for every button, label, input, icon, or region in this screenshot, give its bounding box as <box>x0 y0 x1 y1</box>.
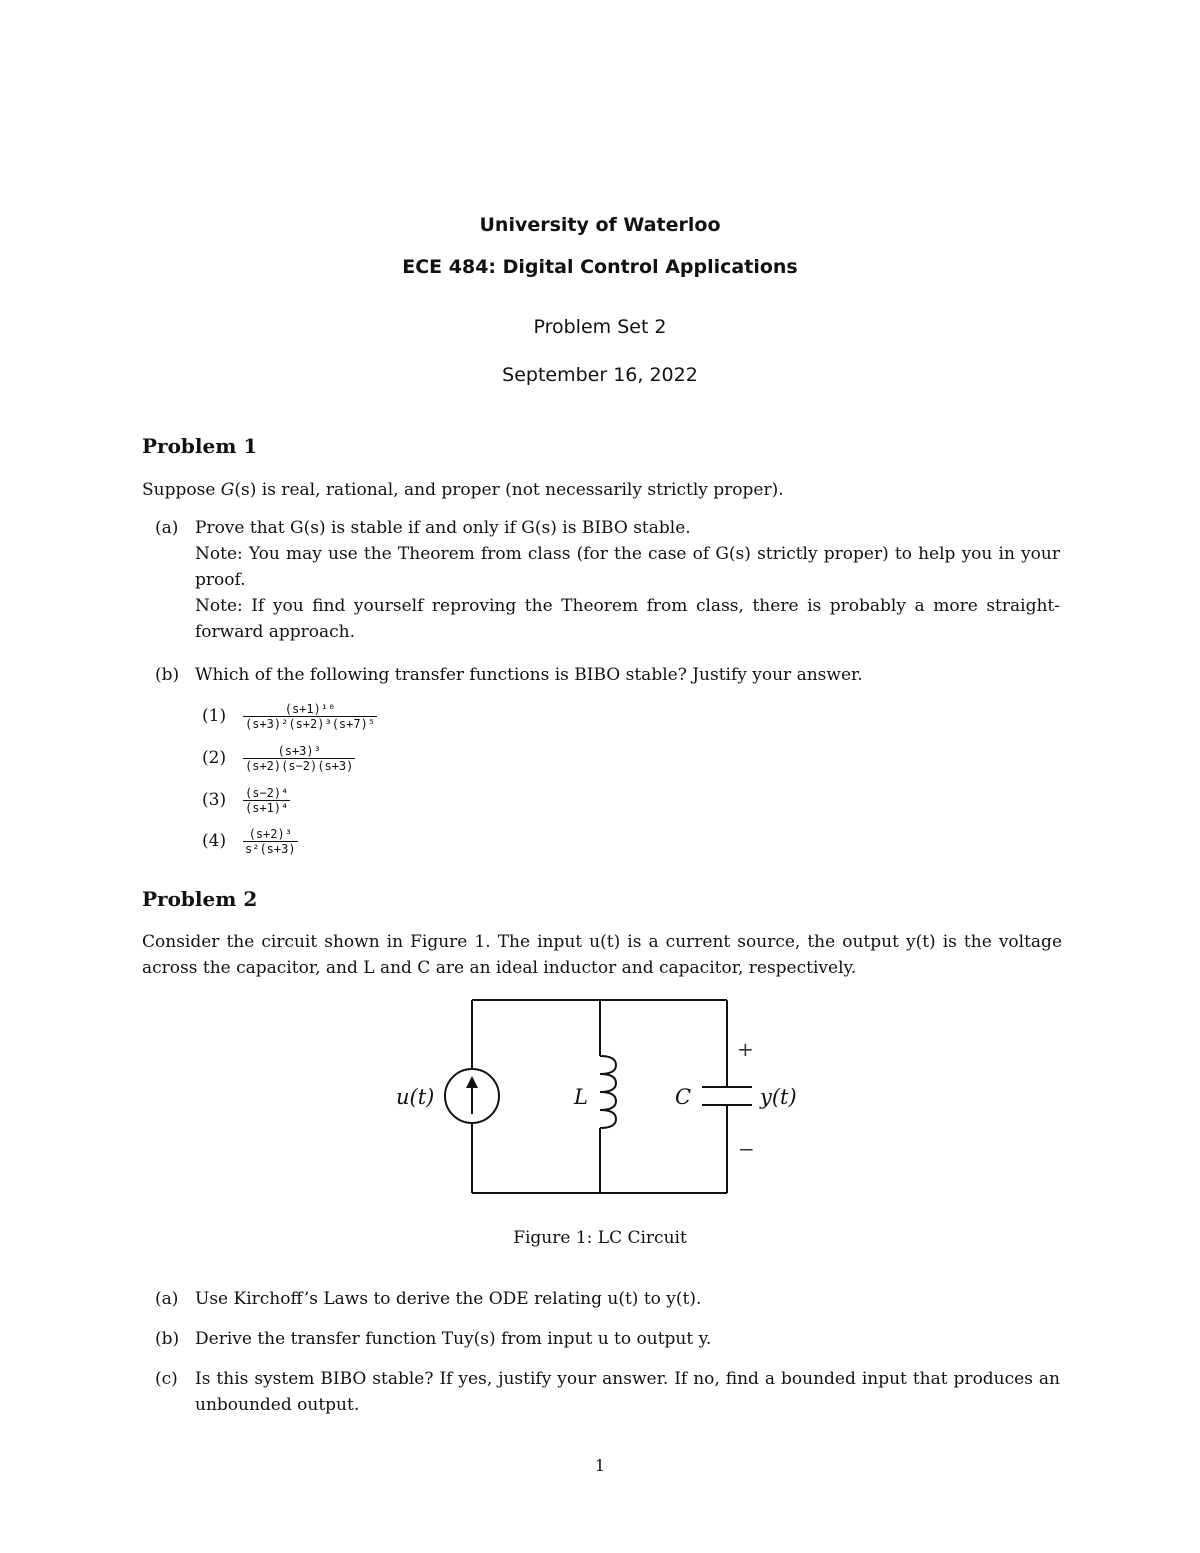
tf-3-denominator: (s+1)⁴ <box>245 801 289 815</box>
tf-1-numerator: (s+1)¹⁰ <box>243 702 377 717</box>
problem-2-heading: Problem 2 <box>142 887 258 911</box>
minus-sign: − <box>738 1137 755 1161</box>
tf-1-label: (1) <box>202 706 227 726</box>
university-title: University of Waterloo <box>479 214 721 236</box>
plus-sign: + <box>737 1037 754 1061</box>
problem-1a-note-2: Note: If you find yourself reproving the Theorem from class, there is probably a more straight-forward approach. <box>195 596 1060 642</box>
problem-set-title: Problem Set 2 <box>533 316 667 338</box>
course-title: ECE 484: Digital Control Applications <box>402 256 798 278</box>
tf-4 <box>243 827 298 856</box>
tf-4-numerator: (s+2)³ <box>243 827 298 842</box>
problem-2c-text: Is this system BIBO stable? If yes, justify your answer. If no, find a bounded input that produces an unbounded output. <box>195 1369 1060 1415</box>
tf-4-label: (4) <box>202 831 227 851</box>
tf-3-numerator: (s−2)⁴ <box>245 786 289 800</box>
tf-2-denominator: (s+2)(s−2)(s+3) <box>245 759 354 773</box>
capacitor-label: C <box>675 1085 692 1109</box>
problem-1-intro: Suppose G(s) is real, rational, and proper (not necessarily strictly proper). <box>142 480 784 500</box>
problem-1b-text: Which of the following transfer functions is BIBO stable? Justify your answer. <box>195 665 863 685</box>
problem-1a-text: Prove that G(s) is stable if and only if G(s) is BIBO stable. <box>195 518 691 538</box>
problem-2a-label: (a) <box>155 1289 179 1309</box>
date: September 16, 2022 <box>502 364 698 386</box>
tf-3-label: (3) <box>202 790 227 810</box>
problem-1b-label: (b) <box>155 665 180 685</box>
problem-2a-text: Use Kirchoff’s Laws to derive the ODE relating u(t) to y(t). <box>195 1289 702 1309</box>
tf-1-denominator: (s+3)²(s+2)³(s+7)⁵ <box>245 717 376 731</box>
tf-3 <box>243 786 290 815</box>
page-number: 1 <box>594 1456 606 1475</box>
inductor-coil-icon <box>600 1056 616 1128</box>
tf-2-label: (2) <box>202 748 227 768</box>
problem-2b-label: (b) <box>155 1329 180 1349</box>
figure-caption: Figure 1: LC Circuit <box>513 1228 687 1248</box>
tf-4-denominator: s²(s+3) <box>245 842 296 856</box>
current-arrow-head-icon <box>466 1076 478 1088</box>
lc-circuit-diagram <box>380 990 820 1205</box>
problem-1a-note-1: Note: You may use the Theorem from class (for the case of G(s) strictly proper) to help you in your proof. <box>195 544 1060 590</box>
problem-2b-text: Derive the transfer function Tuy(s) from input u to output y. <box>195 1329 712 1349</box>
tf-2-numerator: (s+3)³ <box>243 744 355 759</box>
source-label: u(t) <box>396 1085 435 1109</box>
problem-2-intro: Consider the circuit shown in Figure 1. The input u(t) is a current source, the output y(t) is the voltage across the capacitor, and L and C are an ideal inductor and capacitor, respectively. <box>142 932 1062 978</box>
problem-1a-label: (a) <box>155 518 179 538</box>
problem-2c-label: (c) <box>155 1369 178 1389</box>
tf-2 <box>243 744 355 773</box>
problem-1-heading: Problem 1 <box>142 434 258 458</box>
inductor-label: L <box>574 1085 588 1109</box>
output-label: y(t) <box>760 1085 797 1109</box>
tf-1 <box>243 702 377 731</box>
